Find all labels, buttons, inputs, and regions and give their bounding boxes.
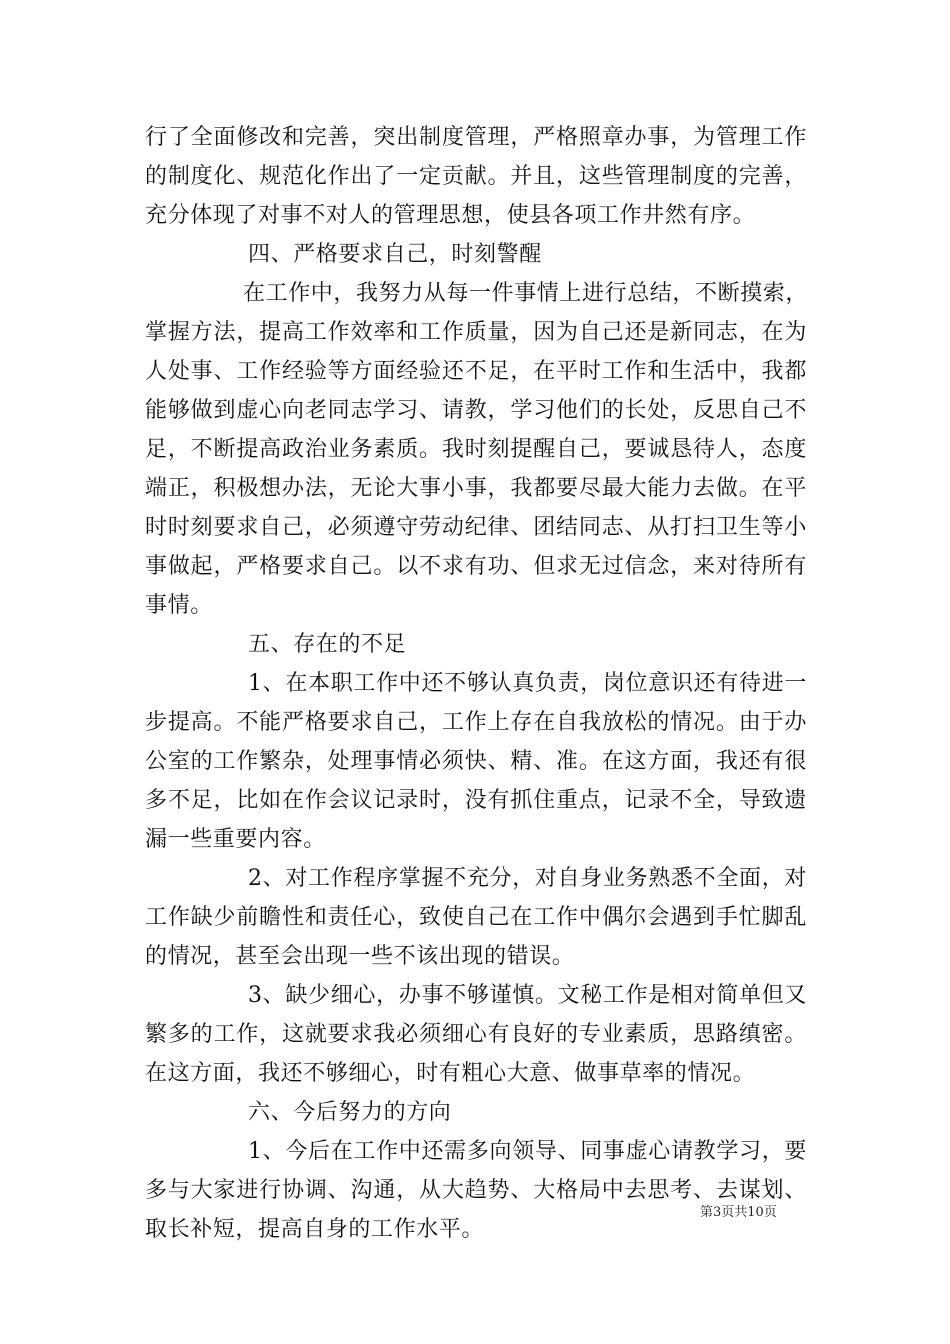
paragraph-start: 在工作中，我努力从每一件事情上进行总结，不断摸索， (243, 281, 809, 306)
paragraph-start: 3、缺少细心，办事不够谨慎。文秘工作是相对简单但又 (248, 983, 807, 1008)
text-line: 公室的工作繁杂，处理事情必须快、精、准。在这方面，我还有很 (145, 749, 807, 774)
text-line: 多不足，比如在作会议记录时，没有抓住重点，记录不全，导致遗 (145, 788, 807, 813)
document-body (145, 118, 807, 1249)
text-line: 时时刻要求自己，必须遵守劳动纪律、团结同志、从打扫卫生等小 (145, 515, 807, 540)
text-line: 事做起，严格要求自己。以不求有功、但求无过信念，来对待所有 (145, 554, 807, 579)
text-line: 的情况，甚至会出现一些不该出现的错误。 (145, 944, 575, 969)
text-line: 掌握方法，提高工作效率和工作质量，因为自己还是新同志，在为 (145, 320, 807, 345)
text-line: 取长补短，提高自身的工作水平。 (145, 1217, 485, 1242)
text-line: 工作缺少前瞻性和责任心，致使自己在工作中偶尔会遇到手忙脚乱 (145, 905, 807, 930)
text-line: 人处事、工作经验等方面经验还不足，在平时工作和生活中，我都 (145, 359, 807, 384)
text-line: 漏一些重要内容。 (145, 827, 326, 852)
paragraph-start: 2、对工作程序掌握不充分，对自身业务熟悉不全面，对 (248, 866, 807, 891)
paragraph-start: 1、在本职工作中还不够认真负责，岗位意识还有待进一 (248, 671, 807, 696)
text-line: 繁多的工作，这就要求我必须细心有良好的专业素质，思路缜密。 (145, 1022, 807, 1047)
text-line: 端正，积极想办法，无论大事小事，我都要尽最大能力去做。在平 (145, 476, 807, 501)
section-heading-6: 六、今后努力的方向 (248, 1100, 452, 1125)
text-line: 的制度化、规范化作出了一定贡献。并且，这些管理制度的完善， (145, 164, 807, 189)
paragraph-start: 1、今后在工作中还需多向领导、同事虚心请教学习，要 (248, 1139, 807, 1164)
section-heading-5: 五、存在的不足 (248, 632, 407, 657)
text-line: 步提高。不能严格要求自己，工作上存在自我放松的情况。由于办 (145, 710, 807, 735)
text-line: 充分体现了对事不对人的管理思想，使县各项工作井然有序。 (145, 203, 756, 228)
text-line: 能够做到虚心向老同志学习、请教，学习他们的长处，反思自己不 (145, 398, 807, 423)
page-number: 第3页共10页 (700, 1205, 777, 1220)
section-heading-4: 四、严格要求自己，时刻警醒 (248, 242, 542, 267)
text-line: 事情。 (145, 593, 213, 618)
text-line: 在这方面，我还不够细心，时有粗心大意、做事草率的情况。 (145, 1061, 756, 1086)
text-line: 行了全面修改和完善，突出制度管理，严格照章办事，为管理工作 (145, 125, 807, 150)
text-line: 足，不断提高政治业务素质。我时刻提醒自己，要诚恳待人，态度 (145, 437, 807, 462)
text-line: 多与大家进行协调、沟通，从大趋势、大格局中去思考、去谋划、 (145, 1178, 807, 1203)
